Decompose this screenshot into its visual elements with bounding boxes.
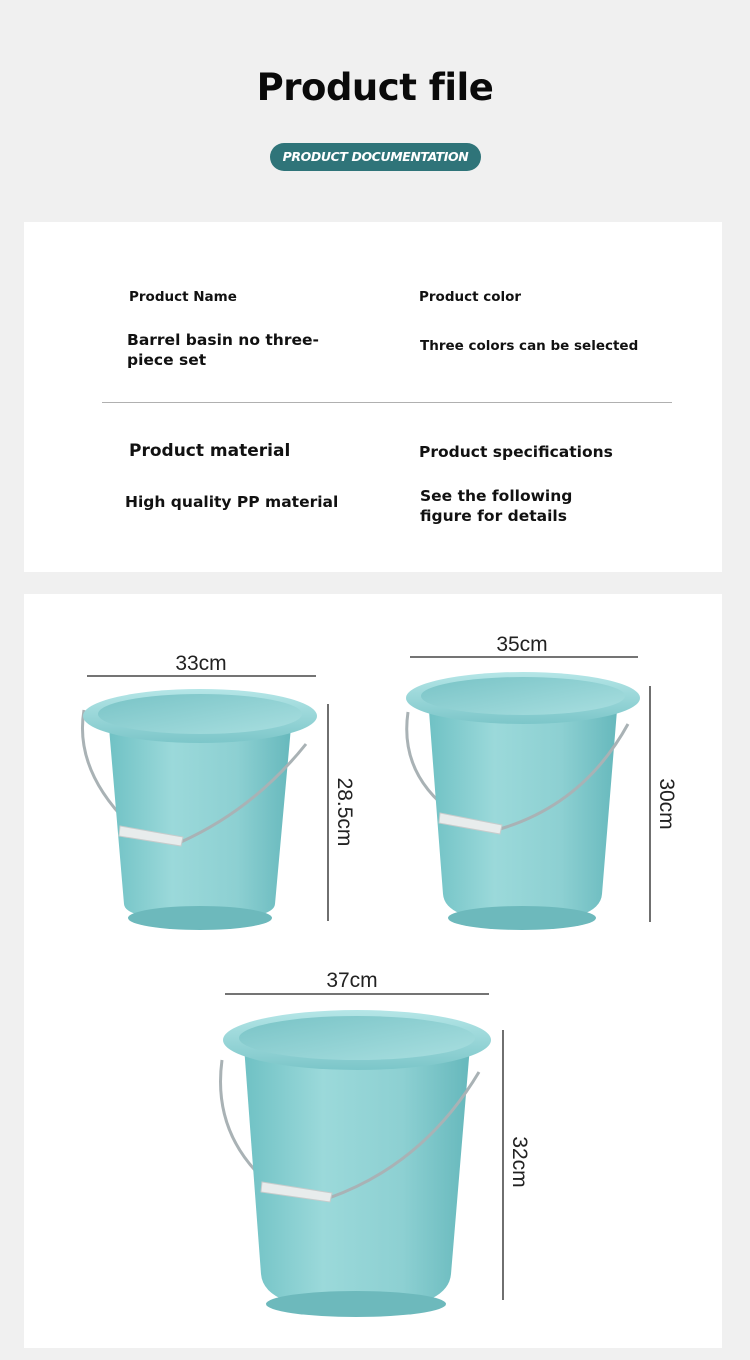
bucket-large-width-label: 37cm [326, 969, 378, 992]
info-divider [102, 402, 672, 403]
bucket-small-height-label: 28.5cm [333, 777, 356, 847]
bucket-small [82, 652, 356, 930]
bucket-large [221, 969, 531, 1317]
product-specifications-label: Product specifications [419, 443, 613, 461]
bucket-size-figure [24, 594, 722, 1348]
product-specifications-value: See the following figure for details [420, 487, 573, 525]
product-name-label: Product Name [129, 289, 237, 305]
bucket-medium-height-label: 30cm [655, 778, 678, 830]
product-name-value: Barrel basin no three-piece set [127, 331, 319, 369]
bucket-large-height-label: 32cm [508, 1136, 531, 1188]
bucket-medium [406, 633, 678, 930]
page-title: Product file [256, 66, 494, 109]
bucket-medium-width-label: 35cm [496, 633, 548, 656]
product-color-value: Three colors can be selected [420, 338, 639, 354]
product-info-card [24, 222, 722, 572]
product-sizes-card [24, 594, 722, 1348]
product-material-value: High quality PP material [125, 493, 339, 511]
product-color-label: Product color [419, 289, 522, 305]
product-material-label: Product material [129, 441, 291, 461]
documentation-badge: PRODUCT DOCUMENTATION [270, 143, 481, 171]
bucket-small-width-label: 33cm [175, 652, 227, 675]
